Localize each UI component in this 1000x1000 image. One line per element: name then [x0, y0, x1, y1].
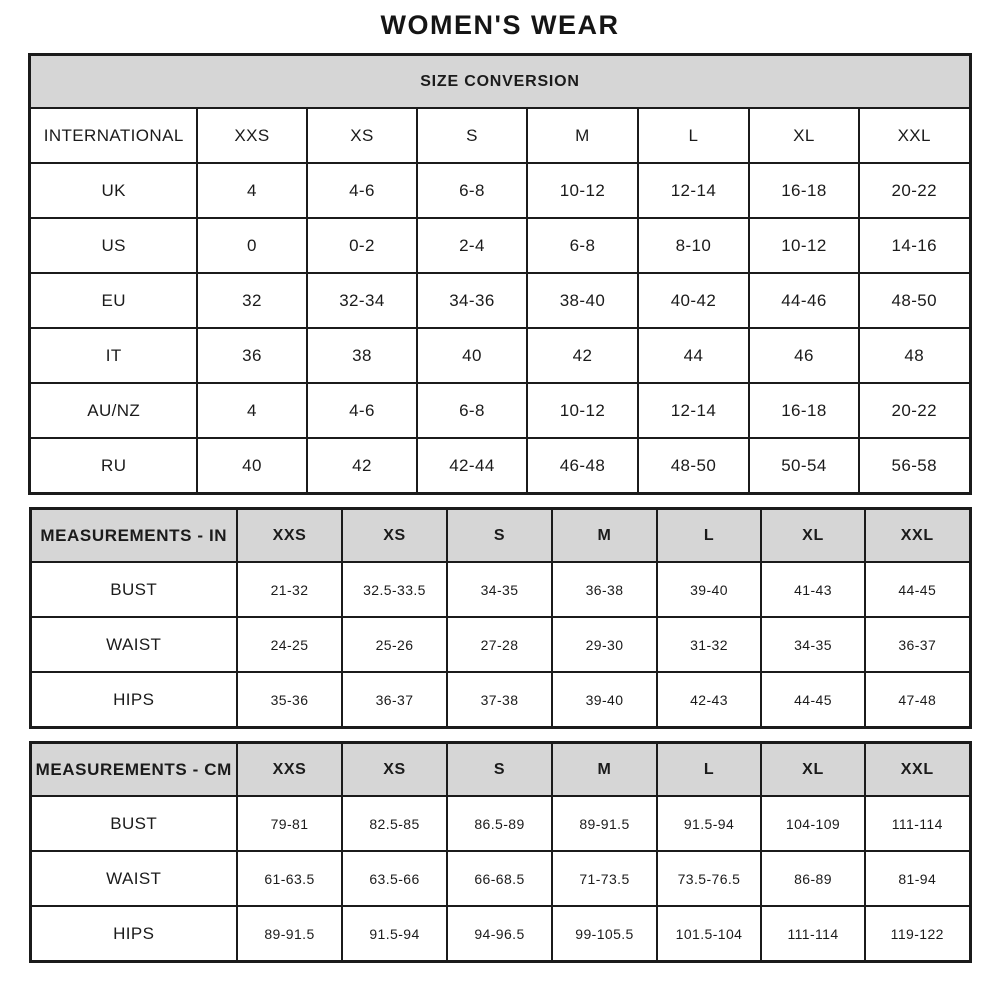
- measurement-value: 71-73.5: [552, 851, 657, 906]
- size-value: 48: [859, 328, 970, 383]
- size-value: 32-34: [307, 273, 417, 328]
- measurement-value: 39-40: [657, 562, 761, 617]
- measurement-value: 36-38: [552, 562, 657, 617]
- table-row: [30, 438, 970, 494]
- size-value: 44: [638, 328, 749, 383]
- measurements-cm-body: [30, 743, 970, 962]
- column-header: INTERNATIONAL: [30, 108, 197, 163]
- size-value: 38: [307, 328, 417, 383]
- measurement-value: 86.5-89: [447, 796, 552, 851]
- size-value: 6-8: [417, 383, 527, 438]
- region-label: AU/NZ: [30, 383, 197, 438]
- size-column-header: XXL: [865, 743, 970, 797]
- size-value: 50-54: [749, 438, 859, 494]
- measurement-value: 91.5-94: [657, 796, 761, 851]
- measurements-cm-table: [29, 741, 972, 963]
- size-value: 14-16: [859, 218, 970, 273]
- measurement-value: 119-122: [865, 906, 970, 962]
- table-row: [30, 383, 970, 438]
- size-value: 46-48: [527, 438, 638, 494]
- measurement-value: 36-37: [342, 672, 447, 728]
- column-header-row: [30, 108, 970, 163]
- size-column-header: XS: [342, 509, 447, 563]
- size-value: 42: [527, 328, 638, 383]
- size-value: 4: [197, 383, 307, 438]
- measurement-value: 66-68.5: [447, 851, 552, 906]
- measurement-value: 47-48: [865, 672, 970, 728]
- page-title: WOMEN'S WEAR: [380, 10, 620, 40]
- size-value: 42-44: [417, 438, 527, 494]
- size-value: 16-18: [749, 163, 859, 218]
- measurement-value: 44-45: [761, 672, 865, 728]
- size-conversion-header: SIZE CONVERSION: [30, 55, 970, 109]
- measurement-value: 82.5-85: [342, 796, 447, 851]
- size-column-header: XXL: [865, 509, 970, 563]
- measurement-value: 63.5-66: [342, 851, 447, 906]
- measurement-value: 35-36: [237, 672, 342, 728]
- measurement-value: 42-43: [657, 672, 761, 728]
- size-value: 12-14: [638, 163, 749, 218]
- table-header-row: [30, 55, 970, 109]
- measurement-value: 99-105.5: [552, 906, 657, 962]
- size-value: 0-2: [307, 218, 417, 273]
- size-value: 0: [197, 218, 307, 273]
- measurement-value: 101.5-104: [657, 906, 761, 962]
- region-label: US: [30, 218, 197, 273]
- column-header: XXS: [197, 108, 307, 163]
- table-row: [30, 672, 970, 728]
- size-value: 4-6: [307, 383, 417, 438]
- size-value: 40: [417, 328, 527, 383]
- region-label: UK: [30, 163, 197, 218]
- table-row: [30, 796, 970, 851]
- region-label: RU: [30, 438, 197, 494]
- size-value: 48-50: [638, 438, 749, 494]
- size-value: 8-10: [638, 218, 749, 273]
- measurement-value: 36-37: [865, 617, 970, 672]
- size-value: 16-18: [749, 383, 859, 438]
- measurement-value: 29-30: [552, 617, 657, 672]
- measurements-in-table: [29, 507, 972, 729]
- size-value: 4-6: [307, 163, 417, 218]
- size-column-header: S: [447, 509, 552, 563]
- column-header: XXL: [859, 108, 970, 163]
- size-value: 6-8: [527, 218, 638, 273]
- measurement-value: 37-38: [447, 672, 552, 728]
- measurement-value: 89-91.5: [552, 796, 657, 851]
- measurement-value: 27-28: [447, 617, 552, 672]
- size-value: 40-42: [638, 273, 749, 328]
- size-value: 10-12: [527, 383, 638, 438]
- table-row: [30, 617, 970, 672]
- column-header: L: [638, 108, 749, 163]
- column-header: S: [417, 108, 527, 163]
- size-value: 4: [197, 163, 307, 218]
- table-row: [30, 163, 970, 218]
- size-column-header: S: [447, 743, 552, 797]
- measurement-value: 21-32: [237, 562, 342, 617]
- measurement-value: 32.5-33.5: [342, 562, 447, 617]
- size-value: 10-12: [527, 163, 638, 218]
- size-conversion-table: [28, 53, 971, 495]
- measurement-value: 89-91.5: [237, 906, 342, 962]
- measurement-value: 34-35: [761, 617, 865, 672]
- region-label: EU: [30, 273, 197, 328]
- size-value: 46: [749, 328, 859, 383]
- measurement-value: 104-109: [761, 796, 865, 851]
- measurement-label: BUST: [30, 562, 237, 617]
- table-row: [30, 328, 970, 383]
- measurements-header: MEASUREMENTS - CM: [30, 743, 237, 797]
- column-header: XS: [307, 108, 417, 163]
- size-column-header: M: [552, 509, 657, 563]
- measurement-value: 86-89: [761, 851, 865, 906]
- size-conversion-body: [30, 55, 970, 494]
- measurement-value: 39-40: [552, 672, 657, 728]
- size-column-header: XXS: [237, 743, 342, 797]
- size-value: 40: [197, 438, 307, 494]
- measurement-label: HIPS: [30, 672, 237, 728]
- size-value: 10-12: [749, 218, 859, 273]
- measurement-value: 73.5-76.5: [657, 851, 761, 906]
- table-row: [30, 273, 970, 328]
- measurement-value: 34-35: [447, 562, 552, 617]
- size-value: 42: [307, 438, 417, 494]
- measurement-value: 79-81: [237, 796, 342, 851]
- size-value: 36: [197, 328, 307, 383]
- measurement-value: 81-94: [865, 851, 970, 906]
- measurement-value: 41-43: [761, 562, 865, 617]
- size-value: 44-46: [749, 273, 859, 328]
- measurement-value: 24-25: [237, 617, 342, 672]
- size-column-header: L: [657, 509, 761, 563]
- size-value: 34-36: [417, 273, 527, 328]
- size-column-header: XL: [761, 743, 865, 797]
- measurement-label: BUST: [30, 796, 237, 851]
- measurement-label: WAIST: [30, 851, 237, 906]
- column-header: XL: [749, 108, 859, 163]
- measurement-value: 111-114: [761, 906, 865, 962]
- measurement-value: 94-96.5: [447, 906, 552, 962]
- measurement-value: 44-45: [865, 562, 970, 617]
- column-header: M: [527, 108, 638, 163]
- size-value: 56-58: [859, 438, 970, 494]
- measurements-in-body: [30, 509, 970, 728]
- measurement-value: 91.5-94: [342, 906, 447, 962]
- measurement-label: WAIST: [30, 617, 237, 672]
- size-value: 32: [197, 273, 307, 328]
- table-row: [30, 906, 970, 962]
- measurement-value: 25-26: [342, 617, 447, 672]
- size-value: 2-4: [417, 218, 527, 273]
- region-label: IT: [30, 328, 197, 383]
- measurement-value: 31-32: [657, 617, 761, 672]
- size-value: 6-8: [417, 163, 527, 218]
- size-column-header: XS: [342, 743, 447, 797]
- size-value: 38-40: [527, 273, 638, 328]
- measurement-label: HIPS: [30, 906, 237, 962]
- size-column-header: XL: [761, 509, 865, 563]
- table-row: [30, 851, 970, 906]
- size-value: 20-22: [859, 383, 970, 438]
- measurement-value: 111-114: [865, 796, 970, 851]
- table-header-row: [30, 743, 970, 797]
- size-column-header: L: [657, 743, 761, 797]
- table-header-row: [30, 509, 970, 563]
- size-value: 20-22: [859, 163, 970, 218]
- table-row: [30, 218, 970, 273]
- table-row: [30, 562, 970, 617]
- size-value: 12-14: [638, 383, 749, 438]
- measurements-header: MEASUREMENTS - IN: [30, 509, 237, 563]
- size-value: 48-50: [859, 273, 970, 328]
- size-column-header: M: [552, 743, 657, 797]
- size-column-header: XXS: [237, 509, 342, 563]
- measurement-value: 61-63.5: [237, 851, 342, 906]
